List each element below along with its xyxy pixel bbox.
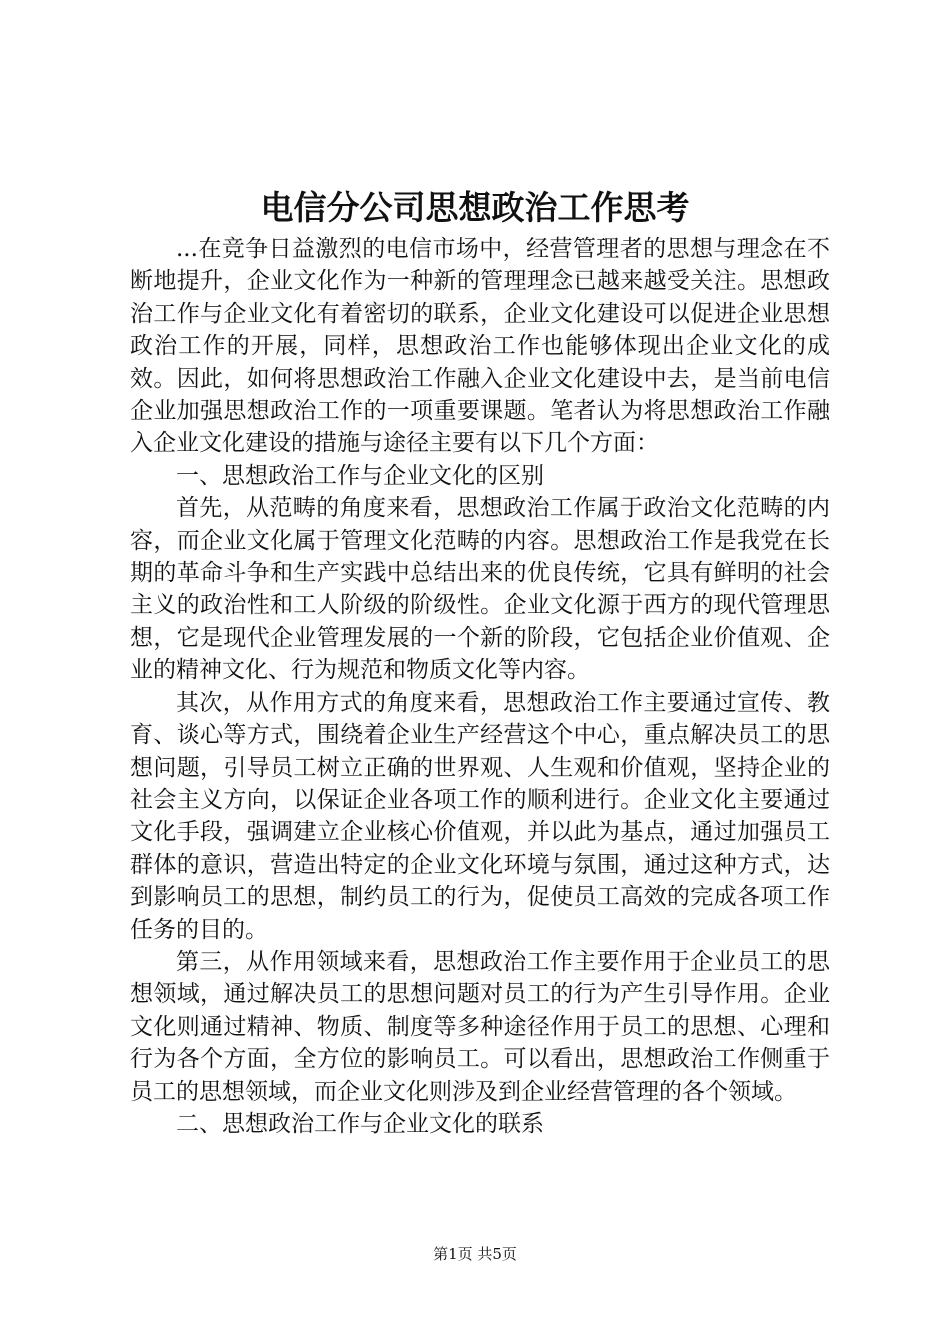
document-body	[130, 233, 830, 1140]
page-footer: 第1页 共5页	[433, 1245, 517, 1263]
paragraph-third: 第三，从作用领域来看，思想政治工作主要作用于企业员工的思想领域，通过解决员工的思想问题对员工的行为产生引导作用。企业文化则通过精神、物质、制度等多种途径作用于员工的思想、心理和行为各个方面，全方位的影响员工。可以看出，思想政治工作侧重于员工的思想领域，而企业文化则涉及到企业经营管理的各个领域。	[130, 948, 830, 1105]
paragraph-first: 首先，从范畴的角度来看，思想政治工作属于政治文化范畴的内容，而企业文化属于管理文化范畴的内容。思想政治工作是我党在长期的革命斗争和生产实践中总结出来的优良传统，它具有鲜明的社会主义的政治性和工人阶级的阶级性。企业文化源于西方的现代管理思想，它是现代企业管理发展的一个新的阶段，它包括企业价值观、企业的精神文化、行为规范和物质文化等内容。	[130, 495, 830, 684]
section-heading-1: 一、思想政治工作与企业文化的区别	[176, 462, 544, 489]
paragraph-intro: ...在竞争日益激烈的电信市场中，经营管理者的思想与理念在不断地提升，企业文化作为一种新的管理理念已越来越受关注。思想政治工作与企业文化有着密切的联系，企业文化建设可以促进企业思想政治工作的开展，同样，思想政治工作也能够体现出企业文化的成效。因此，如何将思想政治工作融入企业文化建设中去，是当前电信企业加强思想政治工作的一项重要课题。笔者认为将思想政治工作融入企业文化建设的措施与途径主要有以下几个方面：	[130, 236, 830, 457]
section-heading-2: 二、思想政治工作与企业文化的联系	[176, 1110, 544, 1137]
paragraph-second: 其次，从作用方式的角度来看，思想政治工作主要通过宣传、教育、谈心等方式，围绕着企业生产经营这个中心，重点解决员工的思想问题，引导员工树立正确的世界观、人生观和价值观，坚持企业的社会主义方向，以保证企业各项工作的顺利进行。企业文化主要通过文化手段，强调建立企业核心价值观，并以此为基点，通过加强员工群体的意识，营造出特定的企业文化环境与氛围，通过这种方式，达到影响员工的思想，制约员工的行为，促使员工高效的完成各项工作任务的目的。	[130, 689, 830, 943]
document-title: 电信分公司思想政治工作思考	[260, 188, 690, 227]
